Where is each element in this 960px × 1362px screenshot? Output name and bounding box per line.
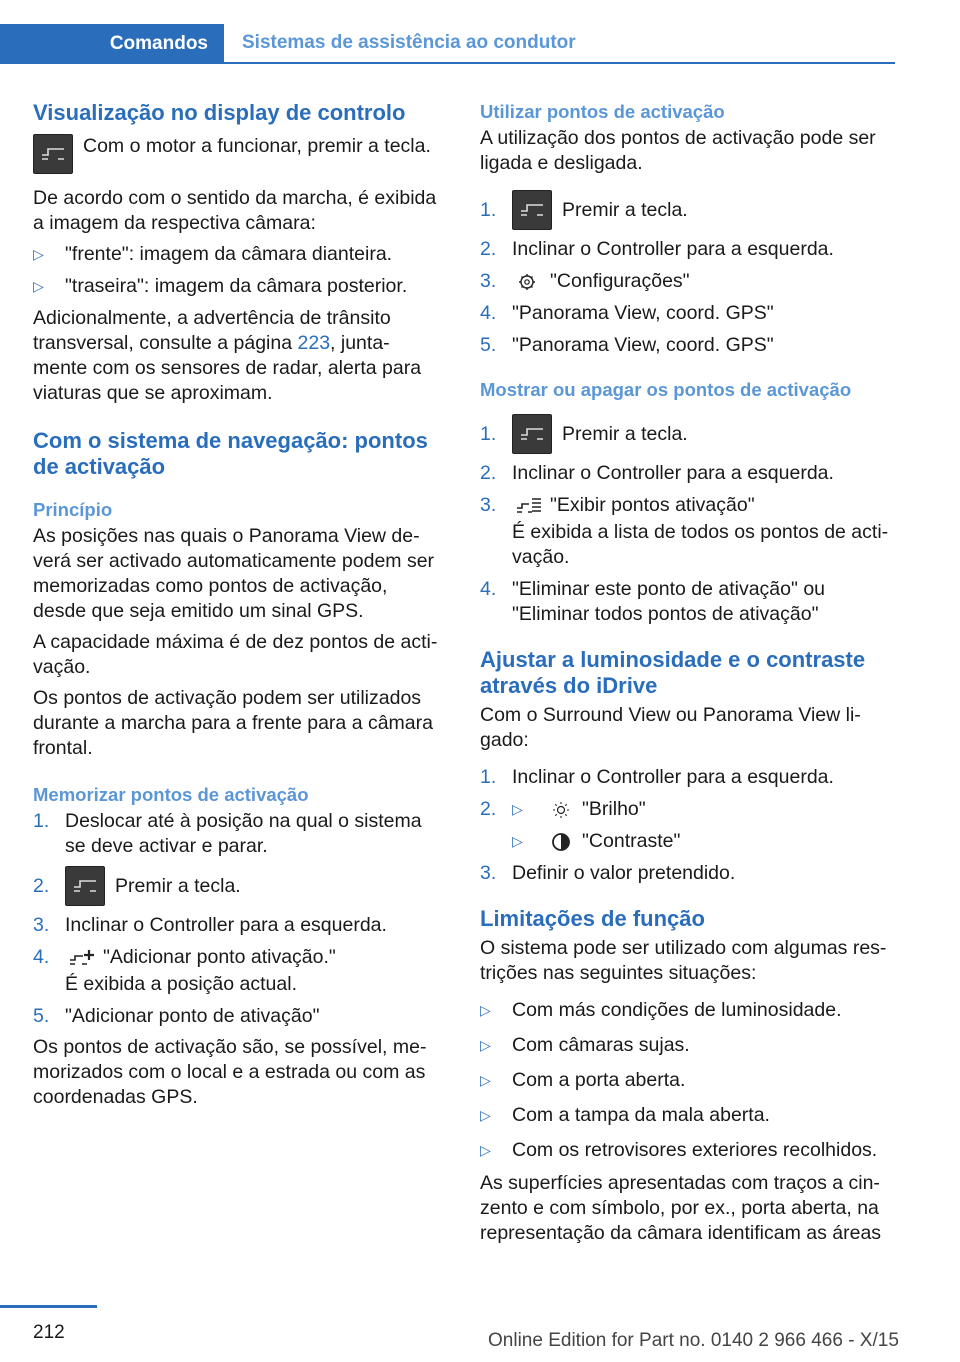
- bullet-icon: ▷: [480, 1037, 491, 1053]
- list-item: Inclinar o Controller para a esquerda.: [512, 766, 834, 788]
- step-number: 3.: [480, 494, 497, 516]
- heading-utilizar: Utilizar pontos de activação: [480, 101, 725, 122]
- heading-ajustar: Ajustar a luminosidade e o contraste através do iDrive: [480, 647, 866, 698]
- list-item: "Panorama View, coord. GPS": [512, 302, 774, 324]
- brightness-icon: [548, 800, 574, 820]
- list-item: Premir a tecla.: [562, 422, 688, 445]
- camera-button-icon: [512, 414, 552, 454]
- camera-button-icon: [512, 190, 552, 230]
- step-number: 3.: [33, 914, 50, 936]
- principio-p3: Os pontos de activação podem ser utilizados durante a marcha para a frente para a câmara frontal.: [33, 687, 433, 759]
- list-item: Com a tampa da mala aberta.: [512, 1104, 770, 1126]
- limit-paragraph: O sistema pode ser utilizado com algumas res-trições nas seguintes situações:: [480, 937, 887, 984]
- principio-p1: As posições nas quais o Panorama View de-verá ser activado automaticamente podem ser memorizadas como pontos de activação, desde que seja emitido um sinal GPS.: [33, 525, 435, 622]
- step-number: 3.: [480, 270, 497, 292]
- list-item: "Configurações": [550, 270, 690, 292]
- page-header: [0, 24, 895, 64]
- util-paragraph: A utilização dos pontos de activação pode ser ligada e desligada.: [480, 127, 876, 174]
- list-item: "Exibir pontos ativação": [550, 494, 755, 516]
- step-number: 1.: [480, 422, 497, 445]
- camera-button-icon: [33, 134, 73, 174]
- footer-rule: [0, 1305, 97, 1308]
- bullet-icon: ▷: [480, 1002, 491, 1018]
- bullet-icon: ▷: [480, 1072, 491, 1088]
- display-paragraph: De acordo com o sentido da marcha, é exibida a imagem da respectiva câmara:: [33, 187, 437, 234]
- bullet-icon: ▷: [33, 246, 44, 262]
- step-number: 2.: [480, 462, 497, 484]
- step-number: 5.: [33, 1005, 50, 1027]
- heading-memorizar: Memorizar pontos de activação: [33, 784, 309, 805]
- limit-end-paragraph: As superfícies apresentadas com traços a cin-zento e com símbolo, por ex., porta aberta, na representação da câmara identificam as áreas: [480, 1172, 882, 1244]
- step-number: 1.: [480, 766, 497, 788]
- right-column: [480, 100, 895, 1252]
- bullet-icon: ▷: [512, 833, 523, 849]
- step-number: 3.: [480, 862, 497, 884]
- step-number: 5.: [480, 334, 497, 356]
- bullet-icon: ▷: [480, 1142, 491, 1158]
- step-number: 1.: [33, 810, 50, 832]
- add-point-icon: [69, 948, 95, 968]
- bullet-icon: ▷: [512, 801, 523, 817]
- step-number: 2.: [480, 238, 497, 260]
- list-item: Inclinar o Controller para a esquerda.: [512, 238, 834, 260]
- chapter-tab[interactable]: Comandos: [0, 24, 224, 62]
- step-number: 1.: [480, 198, 497, 221]
- heading-nav: Com o sistema de navegação: pontos de activação: [33, 428, 428, 479]
- gear-icon: [516, 272, 542, 292]
- step-number: 2.: [33, 874, 50, 897]
- left-column: [33, 100, 443, 1116]
- contrast-icon: [548, 832, 574, 852]
- bullet-icon: ▷: [480, 1107, 491, 1123]
- heading-mostrar: Mostrar ou apagar os pontos de activação: [480, 379, 852, 400]
- step-number: 4.: [480, 302, 497, 324]
- list-points-icon: [516, 496, 542, 516]
- list-item: Inclinar o Controller para a esquerda.: [512, 462, 834, 484]
- list-item: "Adicionar ponto ativação.": [103, 946, 336, 968]
- camera-button-icon: [65, 866, 105, 906]
- heading-limitacoes: Limitações de função: [480, 906, 705, 931]
- list-item: "Panorama View, coord. GPS": [512, 334, 774, 356]
- page-number: 212: [33, 1322, 65, 1343]
- list-item-sub: É exibida a lista de todos os pontos de acti-vação.: [512, 521, 889, 568]
- heading-principio: Princípio: [33, 499, 113, 520]
- list-item: "traseira": imagem da câmara posterior.: [65, 275, 408, 297]
- section-title[interactable]: Sistemas de assistência ao condutor: [242, 32, 576, 53]
- list-item: Premir a tecla.: [115, 874, 241, 897]
- list-item: Definir o valor pretendido.: [512, 862, 736, 884]
- list-item: "frente": imagem da câmara dianteira.: [65, 243, 393, 265]
- list-item: "Brilho": [582, 798, 646, 820]
- list-item: "Contraste": [582, 830, 681, 852]
- ajustar-paragraph: Com o Surround View ou Panorama View li-gado:: [480, 704, 861, 751]
- principio-p2: A capacidade máxima é de dez pontos de acti-vação.: [33, 631, 438, 678]
- list-item: Inclinar o Controller para a esquerda.: [65, 914, 387, 936]
- list-item: Com a porta aberta.: [512, 1069, 686, 1091]
- list-item-sub: É exibida a posição actual.: [65, 973, 297, 995]
- list-item: "Adicionar ponto de ativação": [65, 1005, 320, 1027]
- step-number: 4.: [480, 578, 497, 600]
- mem-paragraph: Os pontos de activação são, se possível, me-morizados com o local e a estrada ou com as coordenadas GPS.: [33, 1036, 427, 1108]
- step-number: 2.: [480, 798, 497, 820]
- list-item: "Eliminar este ponto de ativação" ou "Eliminar todos pontos de ativação": [512, 578, 826, 625]
- heading-display: Visualização no display de controlo: [33, 100, 406, 125]
- list-item: Premir a tecla.: [562, 198, 688, 221]
- page-link[interactable]: 223: [297, 332, 331, 354]
- advert-paragraph: Adicionalmente, a advertência de trânsito transversal, consulte a página 223, junta-mente com os sensores de radar, alerta para viaturas que se aproximam.: [33, 307, 422, 404]
- step-number: 4.: [33, 946, 50, 968]
- bullet-icon: ▷: [33, 278, 44, 294]
- list-item: Com más condições de luminosidade.: [512, 999, 842, 1021]
- list-item: Com os retrovisores exteriores recolhidos.: [512, 1139, 878, 1161]
- list-item: Com câmaras sujas.: [512, 1034, 690, 1056]
- display-intro: Com o motor a funcionar, premir a tecla.: [83, 135, 431, 157]
- edition-text: Online Edition for Part no. 0140 2 966 466 - X/15: [488, 1330, 899, 1351]
- list-item: Deslocar até à posição na qual o sistema se deve activar e parar.: [65, 810, 422, 857]
